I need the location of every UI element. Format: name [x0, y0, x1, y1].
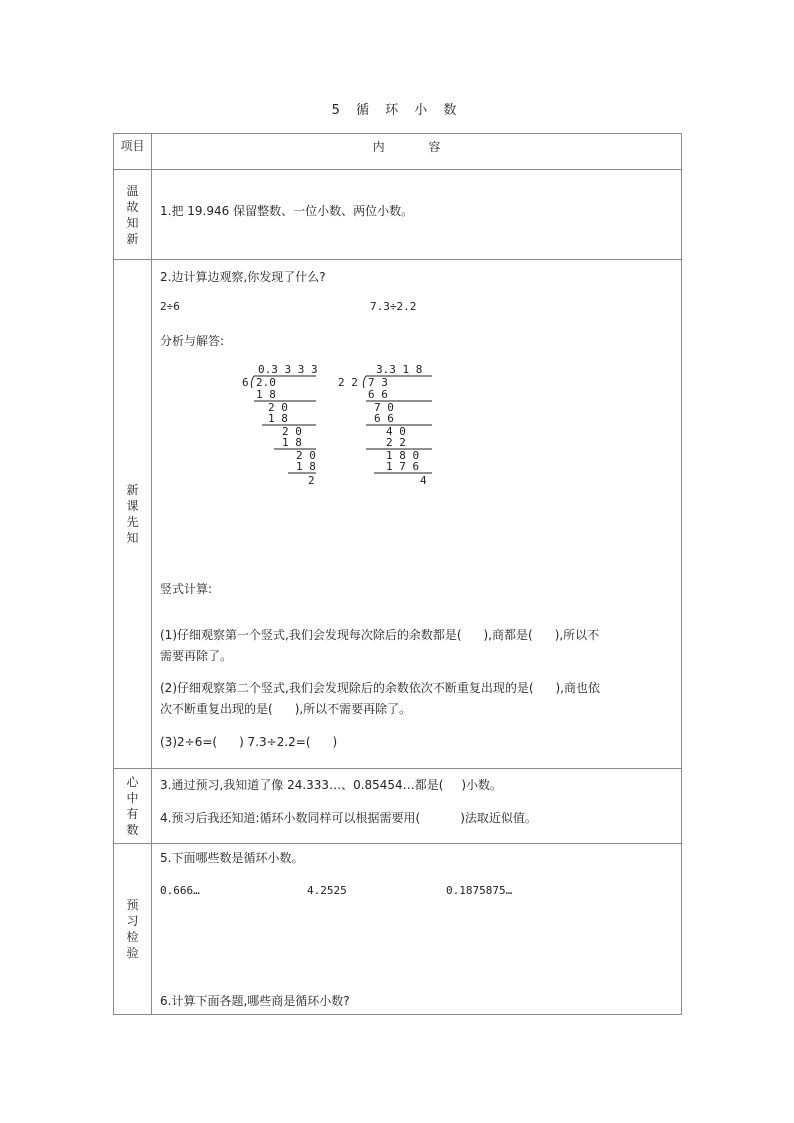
div1-remainder: 2 [308, 474, 315, 487]
div1-quotient: 0.3 3 3 3 [258, 363, 318, 376]
div2-divisor: 2 2 [338, 376, 358, 389]
header-item: 项目 [114, 134, 152, 170]
number-1: 0.666… [160, 884, 200, 897]
review-label: 温 故 知 新 [114, 170, 152, 260]
div2-step: 1 7 6 [386, 460, 420, 473]
div2-quotient: 3.3 1 8 [376, 363, 423, 376]
div2-step: 2 2 [386, 436, 406, 449]
div2-step: 1 8 0 [386, 449, 420, 462]
question-2: 2.边计算边观察,你发现了什么? [160, 270, 326, 284]
page-title: 5 循 环 小 数 [331, 103, 463, 118]
div1-step: 2 0 [296, 449, 316, 462]
question-1: 1.把 19.946 保留整数、一位小数、两位小数。 [160, 204, 414, 218]
div1-divisor: 6 [242, 376, 249, 389]
vertical-calc-label: 竖式计算: [160, 582, 213, 596]
div1-step: 2 0 [282, 425, 302, 438]
expression-2: 7.3÷2.2 [370, 300, 417, 313]
check-content [152, 844, 682, 1015]
check-label: 预 习 检 验 [114, 844, 152, 1015]
div1-step: 1 8 [256, 388, 276, 401]
expression-1: 2÷6 [160, 300, 180, 313]
long-division-figures [234, 360, 454, 490]
new-lesson-row [114, 260, 682, 769]
observation-2-line1: (2)仔细观察第二个竖式,我们会发现除后的余数依次不断重复出现的是( ),商也依 [160, 681, 600, 695]
div1-bracket-curve [251, 376, 254, 388]
observation-2-line2: 次不断重复出现的是( ),所以不需要再除了。 [160, 702, 412, 716]
number-3: 0.1875875… [446, 884, 513, 897]
observation-1-line1: (1)仔细观察第一个竖式,我们会发现每次除后的余数都是( ),商都是( ),所以不 [160, 628, 600, 642]
new-lesson-label: 新 课 先 知 [114, 260, 152, 769]
question-6: 6.计算下面各题,哪些商是循环小数? [160, 994, 350, 1008]
mind-content [152, 769, 682, 844]
div1-step: 1 8 [268, 412, 288, 425]
review-content [152, 170, 682, 260]
number-2: 4.2525 [307, 884, 347, 897]
observation-1-line2: 需要再除了。 [160, 649, 233, 663]
div2-bracket-curve [363, 376, 366, 388]
check-row [114, 844, 682, 1015]
header-row [114, 134, 682, 170]
div1-step: 1 8 [296, 460, 316, 473]
div2-step: 7 0 [374, 401, 394, 414]
question-4: 4.预习后我还知道:循环小数同样可以根据需要用( )法取近似值。 [160, 811, 537, 825]
div1-dividend: 2.0 [256, 376, 276, 389]
div1-step: 1 8 [282, 436, 302, 449]
question-5: 5.下面哪些数是循环小数。 [160, 851, 304, 865]
analysis-label: 分析与解答: [160, 334, 225, 348]
div2-step: 6 6 [374, 412, 394, 425]
mind-label: 心 中 有 数 [114, 769, 152, 844]
div2-step: 6 6 [368, 388, 388, 401]
div2-remainder: 4 [420, 474, 427, 487]
new-lesson-content [152, 260, 682, 769]
div1-step: 2 0 [268, 401, 288, 414]
review-row [114, 170, 682, 260]
div2-step: 4 0 [386, 425, 406, 438]
div2-dividend: 7 3 [368, 376, 388, 389]
worksheet-table [113, 133, 682, 1015]
header-content: 内 容 [152, 134, 682, 170]
observation-3: (3)2÷6=( ) 7.3÷2.2=( ) [160, 735, 338, 749]
question-3: 3.通过预习,我知道了像 24.333…、0.85454…都是( )小数。 [160, 778, 503, 792]
mind-row [114, 769, 682, 844]
